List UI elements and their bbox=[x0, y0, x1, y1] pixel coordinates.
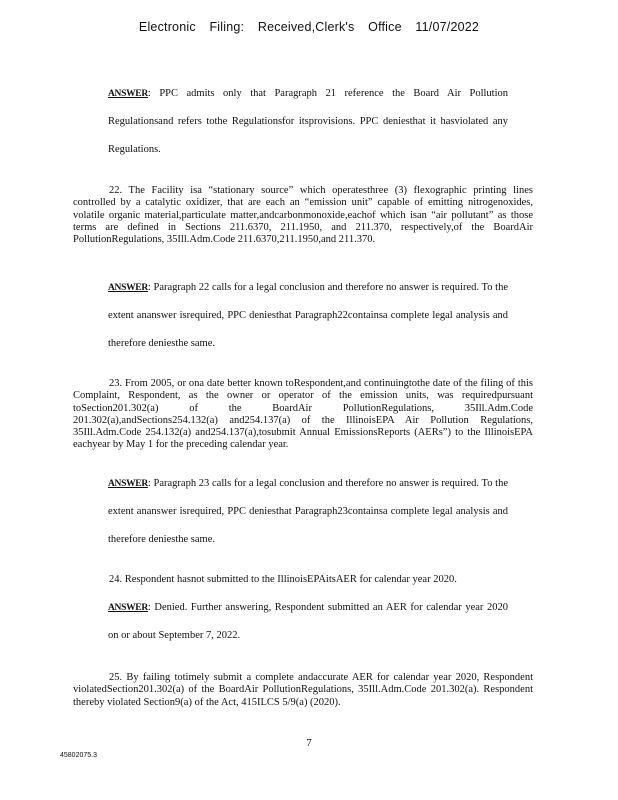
paragraph-24: 24. Respondent hasnot submitted to the IllinoisEPAitsAER for calendar year 2020. bbox=[109, 574, 457, 585]
answer-label: ANSWER bbox=[108, 603, 148, 613]
paragraph-23: 23. From 2005, or ona date better known toRespondent,and continuingtothe date of the filing of this Complaint, Respondent, as the owner or operator of the emission units, was requiredpursuant toSection201.302(a) of the BoardAir PollutionRegulations, 35Ill.Adm.Code 201.302(a),andSections254.132(a) and254.137(a) of the IllinoisEPA Air Pollution Regulations, 35Ill.Adm.Code 254.132(a) and254.137(a),tosubmit Annual EmissionsReports (AERs”) to the IllinoisEPA eachyear by May 1 for the preceding calendar year. bbox=[73, 378, 533, 451]
answer-24 bbox=[108, 594, 508, 650]
filing-header: Electronic Filing: Received,Clerk's Office 11/07/2022 bbox=[138, 20, 480, 34]
paragraph-22: 22. The Facility isa “stationary source” which operatesthree (3) flexographic printing lines controlled by a catalytic oxidizer, that are each an “emission unit” capable of emitting nitrogenoxides, volatile organic material,particulate matter,andcarbonmonoxide,eachof which isan “air pollutant” as those terms are defined in Sections 211.6370, 211.1950, and 211.370, respectively,of the BoardAir PollutionRegulations, 35Ill.Adm.Code 211.6370,211.1950,and 211.370. bbox=[73, 185, 533, 246]
answer-label: ANSWER bbox=[108, 283, 148, 293]
answer-label: ANSWER bbox=[108, 479, 148, 489]
answer-text: : Denied. Further answering, Respondent submitted an AER for calendar year 2020 on or about September 7, 2022. bbox=[108, 602, 508, 641]
page-number: 7 bbox=[306, 737, 312, 749]
answer-23 bbox=[108, 470, 508, 554]
answer-text: : Paragraph 22 calls for a legal conclusion and therefore no answer is required. To the extent ananswer isrequired, PPC deniesthat Paragraph22containsa complete legal analysis and therefore deniesthe same. bbox=[108, 282, 508, 349]
paragraph-25: 25. By failing totimely submit a complete andaccurate AER for calendar year 2020, Respondent violatedSection201.302(a) of the BoardAir PollutionRegulations, 35Ill.Adm.Code 201.302(a). Respondent thereby violated Section9(a) of the Act, 415ILCS 5/9(a) (2020). bbox=[73, 672, 533, 708]
document-id: 45802075.3 bbox=[60, 752, 97, 759]
answer-21 bbox=[108, 80, 508, 164]
answer-22 bbox=[108, 274, 508, 358]
answer-text: : Paragraph 23 calls for a legal conclusion and therefore no answer is required. To the extent ananswer isrequired, PPC deniesthat Paragraph23containsa complete legal analysis and therefore deniesthe same. bbox=[108, 478, 508, 545]
answer-text: : PPC admits only that Paragraph 21 reference the Board Air Pollution Regulationsand refers tothe Regulationsfor itsprovisions. PPC deniesthat it hasviolated any Regulations. bbox=[108, 88, 508, 155]
answer-label: ANSWER bbox=[108, 89, 148, 99]
